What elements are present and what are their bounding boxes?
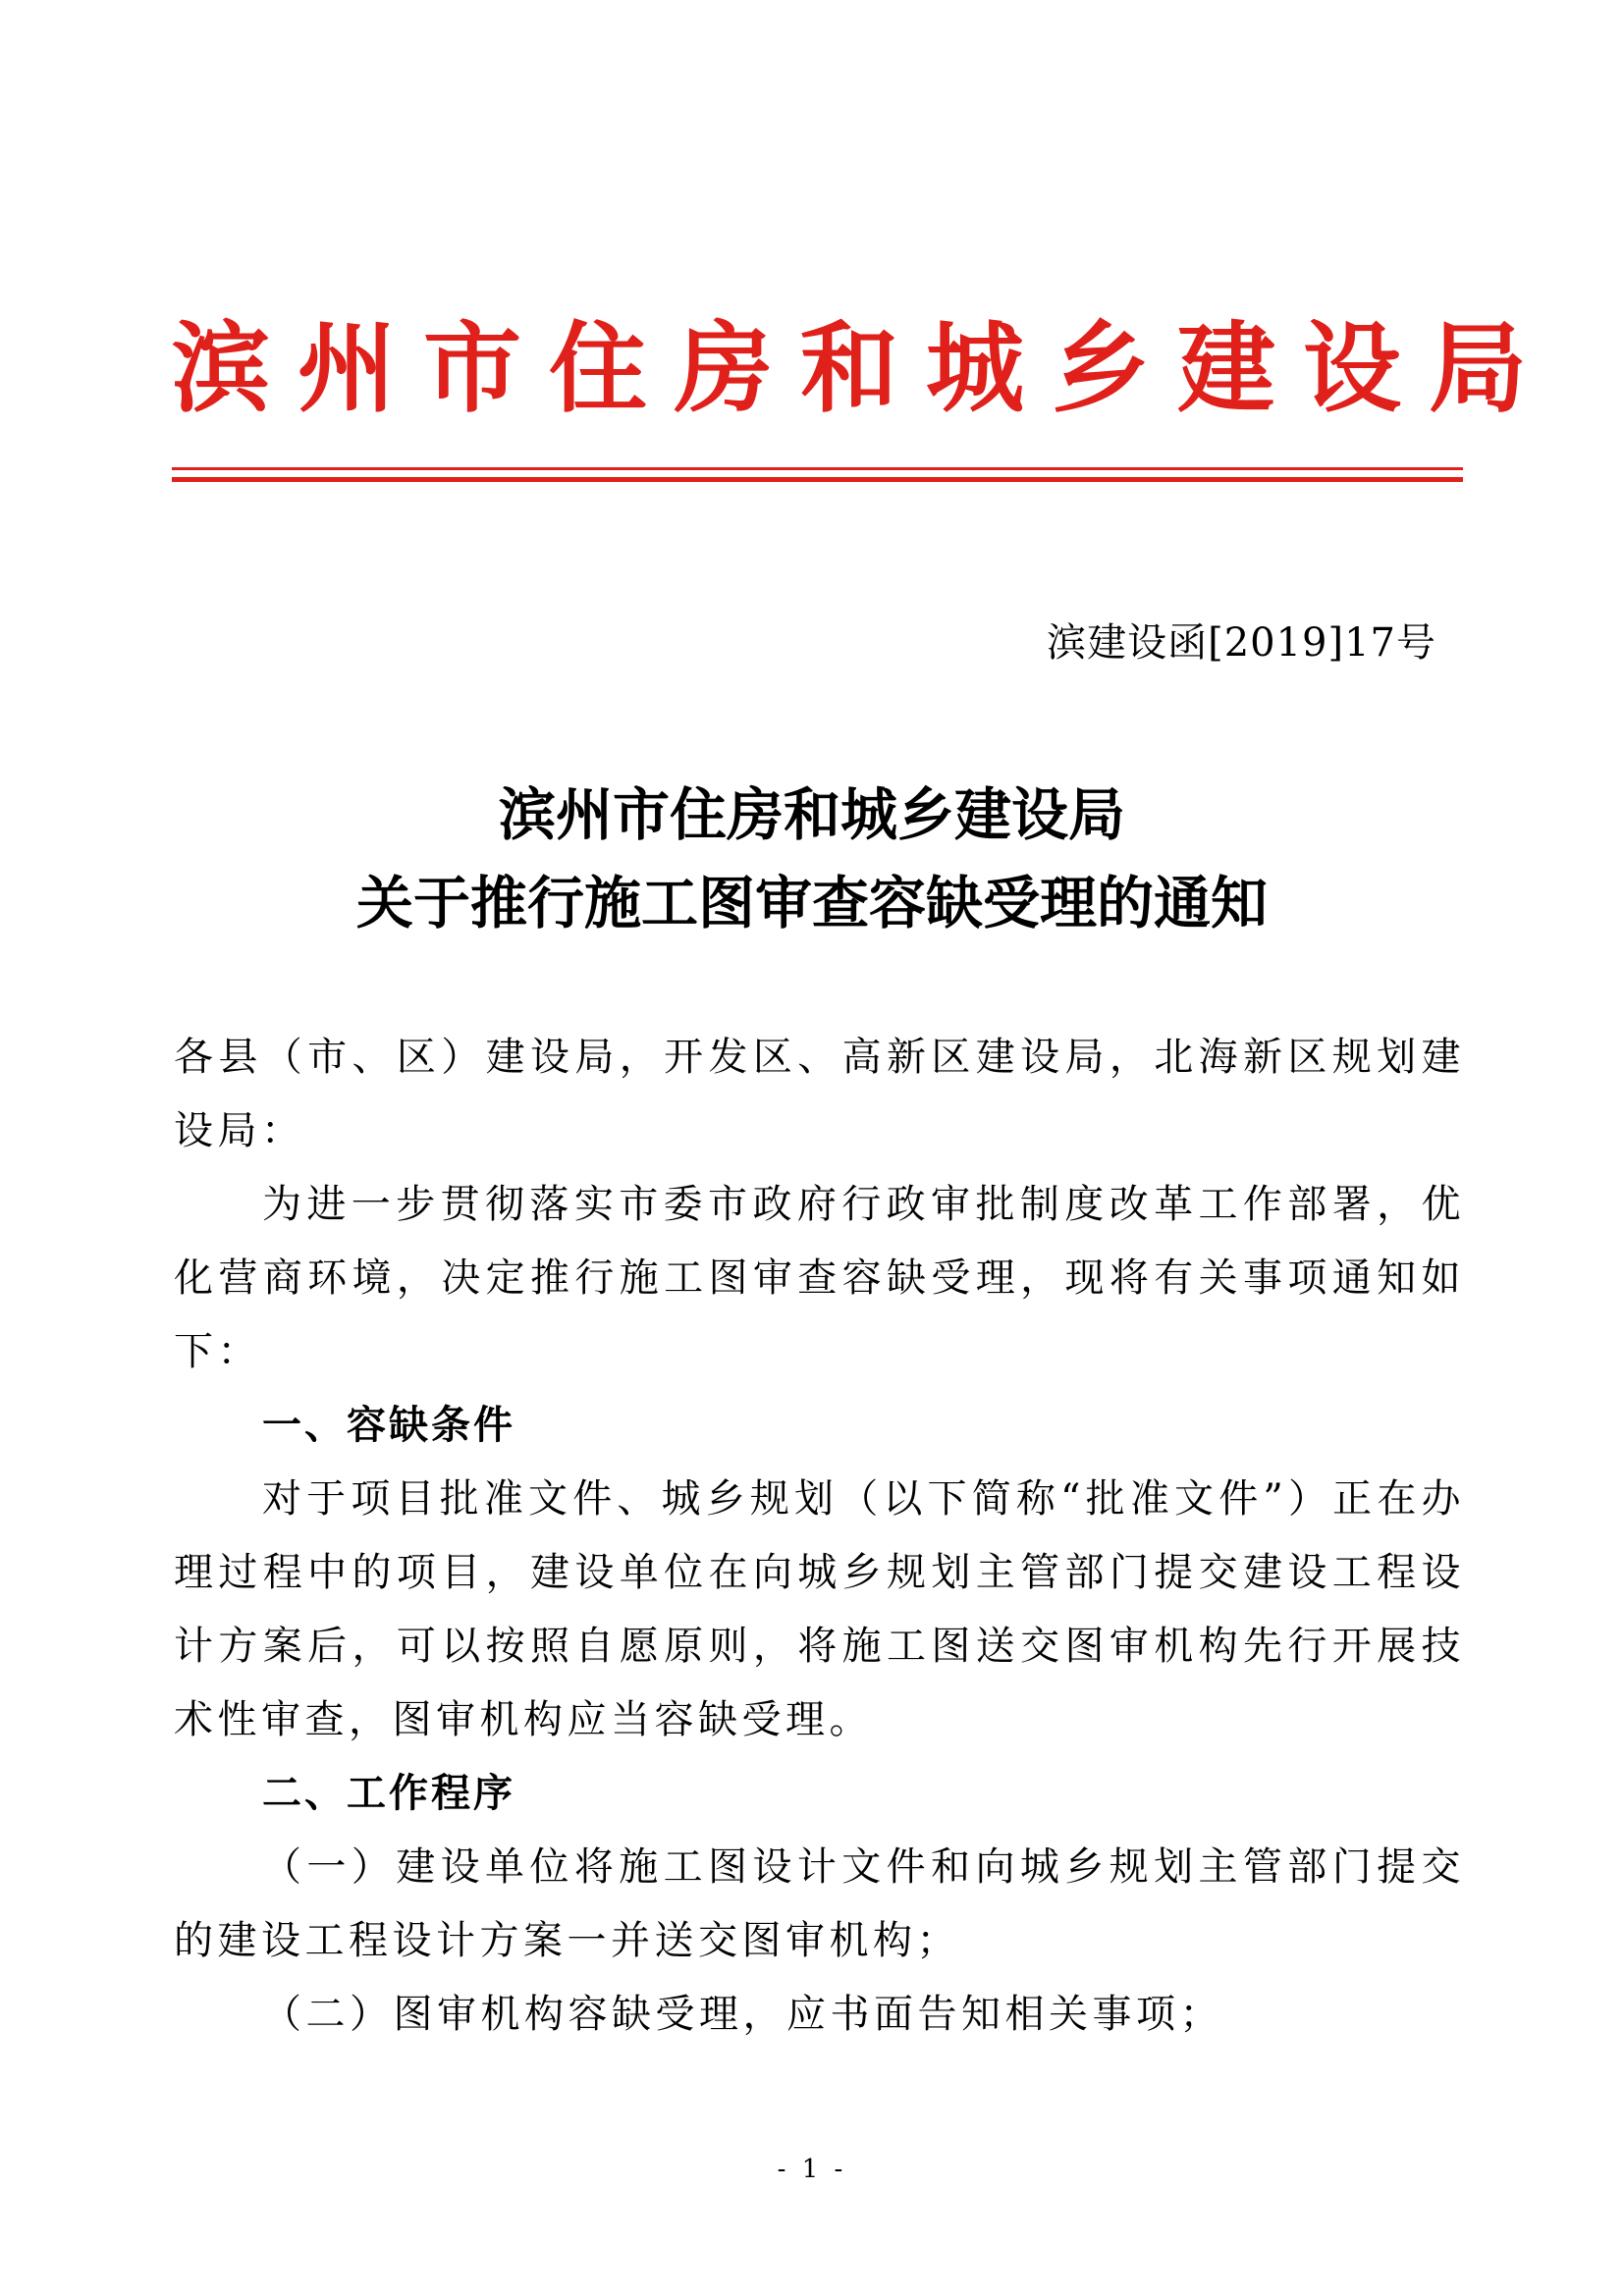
section-2-item-2: （二）图审机构容缺受理，应书面告知相关事项； <box>262 1992 1223 2037</box>
section-1-heading: 一、容缺条件 <box>262 1403 515 1448</box>
section-2-item-1: （一）建设单位将施工图设计文件和向城乡规划主管部门提交的建设工程设计方案一并送交图审机构； <box>174 1844 1465 1963</box>
section-1-paragraph: 对于项目批准文件、城乡规划（以下简称“批准文件”）正在办理过程中的项目，建设单位在向城乡规划主管部门提交建设工程设计方案后，可以按照自愿原则，将施工图送交图审机构先行开展技术性审查，图审机构应当容缺受理。 <box>174 1476 1465 1742</box>
document-title-line-1: 滨州市住房和城乡建设局 <box>498 781 1125 848</box>
document-body <box>174 1021 1465 2052</box>
document-number: 滨建设函[2019]17号 <box>1047 620 1436 666</box>
addressee: 各县（市、区）建设局，开发区、高新区建设局，北海新区规划建设局： <box>174 1035 1465 1153</box>
intro-paragraph: 为进一步贯彻落实市委市政府行政审批制度改革工作部署，优化营商环境，决定推行施工图审查容缺受理，现将有关事项通知如下： <box>174 1182 1465 1374</box>
section-2-heading: 二、工作程序 <box>262 1771 515 1816</box>
page-number: - 1 - <box>777 2155 847 2184</box>
document-title-line-2: 关于推行施工图审查容缺受理的通知 <box>355 870 1268 936</box>
header-divider-thin <box>172 467 1463 470</box>
issuer-header: 滨州市住房和城乡建设局 <box>172 310 1554 426</box>
header-divider-thick <box>172 477 1463 482</box>
